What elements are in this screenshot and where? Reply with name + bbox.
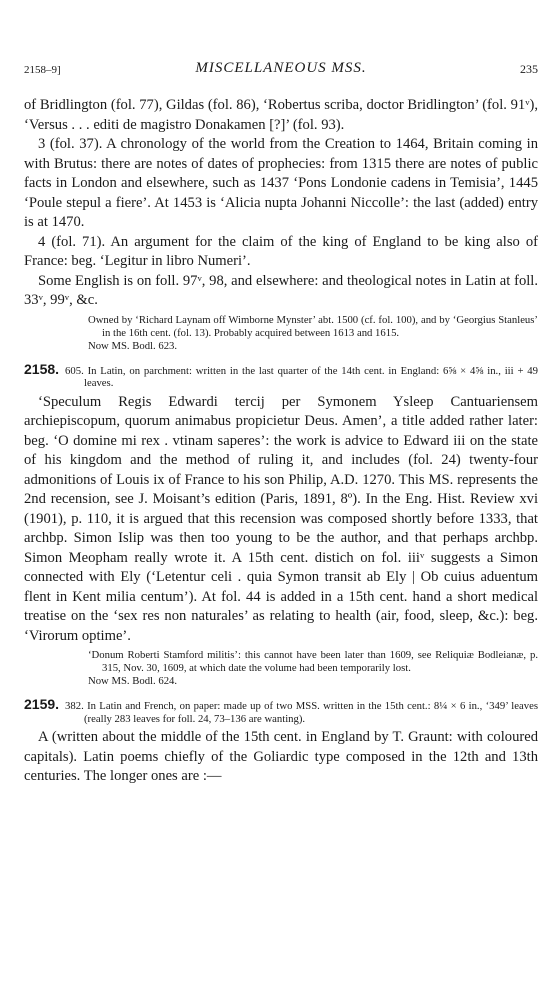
entry-2158-header xyxy=(24,360,538,390)
provenance-note: Owned by ‘Richard Laynam off Wimborne Mynster’ abt. 1500 (cf. fol. 100), and by ‘Georgius Stanleus’ in the 16th cent. (fol. 13). Probably acquired between 1613 and 1615. xyxy=(88,313,538,339)
entry-2159-body: A (written about the middle of the 15th cent. in England by T. Graunt: with coloured capitals). Latin poems chiefly of the Goliardic type composed in the 12th and 13th centuries. The longer ones are :— xyxy=(24,729,538,784)
entry-2158-body: ‘Speculum Regis Edwardi tercij per Symonem Ysleep Cantuariensem archiepiscopum, quorum animabus propicietur Deus. Amen’, a title added rather later: beg. ‘O domine mi rex . vtinam saperes’: the work is advice to Edward iii on the state of his kingdom and the method of ruling it, and includes (fol. 24) twenty-four admonitions of Louis ix of France to his son Philip, A.D. 1270. This MS. represents the 2nd recension, see J. Moisant’s edition (Paris, 1891, 8º). In the Eng. Hist. Review xvi (1901), p. 110, it is argued that this recension was composed shortly before 1333, that archbp. Simon Islip was then too young to be the author, and that perhaps archbp. Simon Meopham really wrote it. A 15th cent. distich on fol. iiiᵛ suggests a Simon connected with Ely (‘Letentur celi . quia Symon transit ab Ely | Ob cuius aduentum flent in Kent milia centum’). At fol. 44 is added in a 15th cent. hand a short medical treatise on the ‘sex res non naturales’ as relating to health (air, food, sleep, &c.): beg. ‘Virorum optime’. xyxy=(24,393,538,644)
paragraph-continuation: of Bridlington (fol. 77), Gildas (fol. 86), ‘Robertus scriba, doctor Bridlington’ (fol. 91ᵛ), ‘Versus . . . editi de magistro Donakamen [?]’ (fol. 93). xyxy=(24,97,538,133)
page-number: 235 xyxy=(520,62,538,76)
book-page xyxy=(24,60,538,787)
shelfmark: Now MS. Bodl. 624. xyxy=(88,675,178,687)
entry-2159-header xyxy=(24,698,538,725)
shelfmark: Now MS. Bodl. 623. xyxy=(88,339,178,352)
paragraph-english-notes: Some English is on foll. 97ᵛ, 98, and elsewhere: and theological notes in Latin at foll. 33ᵛ, 99ᵛ, &c. xyxy=(24,272,538,308)
provenance-note: ‘Donum Roberti Stamford militis’: this cannot have been later than 1609, see Reliquiæ Bodleianæ, p. 315, Nov. 30, 1609, at which date the volume had been temporarily lost. xyxy=(88,649,538,674)
page-body xyxy=(24,96,538,787)
header-title: MISCELLANEOUS MSS. xyxy=(195,60,367,76)
header-range: 2158–9] xyxy=(24,64,61,76)
paragraph-chronology: 3 (fol. 37). A chronology of the world from the Creation to 1464, Britain coming in with Brutus: there are notes of dates of prophecies: from 1315 there are notes of public facts in London and elsewhere, such as 1437 ‘Pons Londonie cadens in Temisia’, 1445 ‘Poule stepul a fiere’. At 1453 is ‘Alicia nupta Johanni Niccolle’: the last (added) entry is at 1470. xyxy=(24,136,538,230)
entry-number: 2159. xyxy=(24,696,60,712)
entry-description: 382. In Latin and French, on paper: made up of two MSS. written in the 15th cent.: 8¼ × 6 in., ‘349’ leaves (really 283 leaves for foll. 24, 73–136 are wanting). xyxy=(65,700,538,725)
entry-description: 605. In Latin, on parchment: written in the last quarter of the 14th cent. in England: 6⅝ × 4⅝ in., iii + 49 leaves. xyxy=(65,364,538,389)
entry-number: 2158. xyxy=(24,360,60,377)
running-header xyxy=(24,60,538,82)
paragraph-argument: 4 (fol. 71). An argument for the claim of the king of England to be king also of France: beg. ‘Legitur in libro Numeri’. xyxy=(24,233,538,269)
